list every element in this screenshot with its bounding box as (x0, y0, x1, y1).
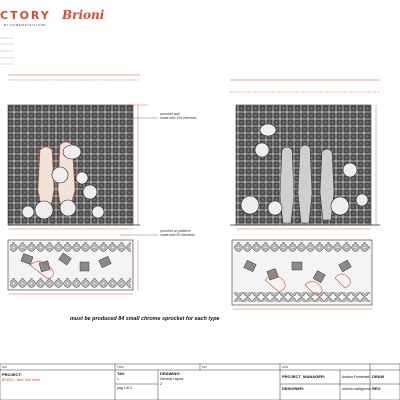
tav-label: TAV. (117, 371, 126, 376)
draw-label: DRAW (372, 374, 385, 379)
drawing-label: DRAWING: (160, 371, 181, 376)
project-manager-value: Andrea Formenteli (342, 375, 370, 379)
acd-label: ACD (282, 365, 289, 369)
drawing-value: General Layout (160, 377, 184, 381)
designer-value: roberto martignone (342, 387, 371, 391)
drawing-number: 2 (160, 382, 162, 386)
project-label: PROJECT: (2, 372, 22, 377)
note-sprocket-wall: sprocket wall made with 154 elements (160, 112, 197, 120)
main-production-note: must be produced 84 small chrome sprocket for each type (70, 316, 220, 322)
designer-label: DESIGNER: (282, 386, 305, 391)
note-sprocket-platform: sprocket on platform made with 50 elements (160, 229, 195, 237)
project-manager-label: PROJECT_MANAGER: (282, 374, 326, 379)
gm-label: GM (2, 365, 7, 369)
project-value: BRIONI - New York event (2, 378, 41, 382)
header-info-lines (0, 38, 14, 64)
rev-label: REV: (372, 386, 382, 391)
tav-value: 1 (117, 377, 119, 381)
title-block-frame (0, 364, 400, 400)
factory-logo: CTORY (0, 9, 51, 22)
tdm-label: TDM (117, 365, 124, 369)
pm-label: PM (202, 365, 207, 369)
page-value: pag 1 di 2 (117, 386, 132, 390)
left-elevation (8, 75, 158, 294)
brioni-logo: Brioni (62, 8, 105, 22)
factory-logo-subtitle: BY HOMEWAYS/CLOSE (4, 23, 46, 27)
right-elevation (230, 80, 380, 309)
